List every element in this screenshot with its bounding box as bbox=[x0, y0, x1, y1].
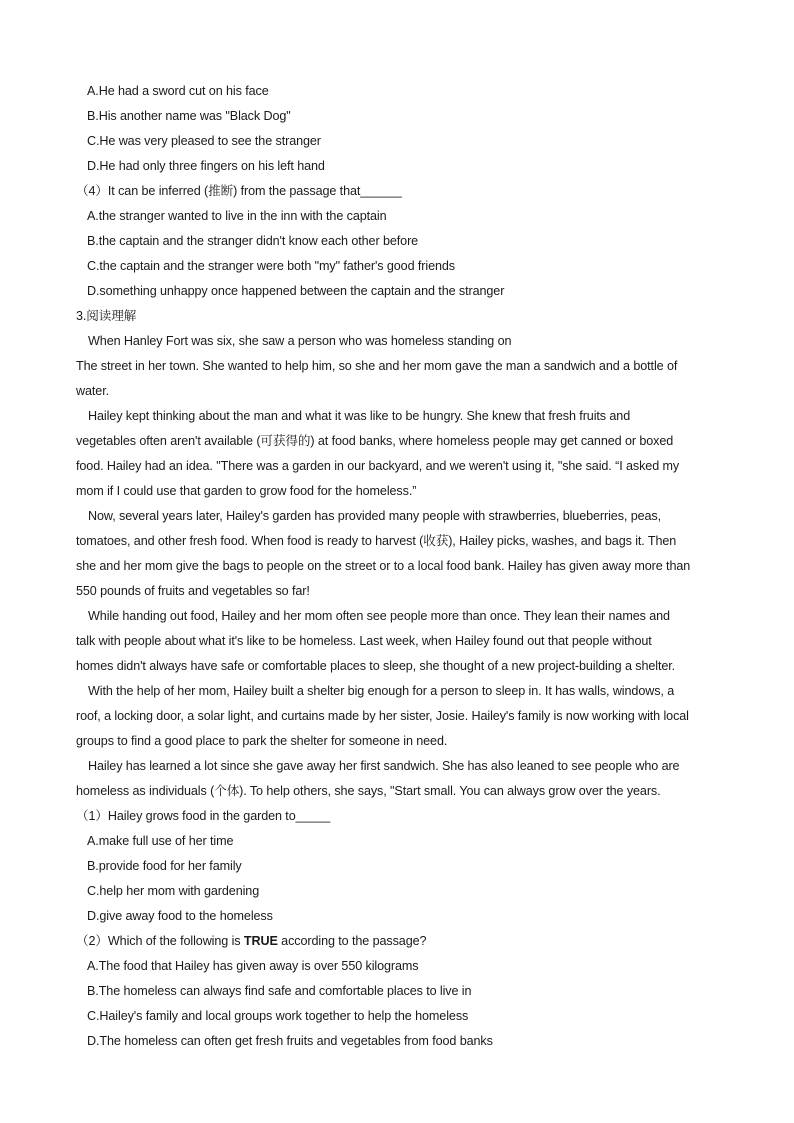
passage-line: water. bbox=[76, 384, 109, 398]
option-b: B.The homeless can always find safe and comfortable places to live in bbox=[87, 984, 472, 998]
passage-line: she and her mom give the bags to people on the street or to a local food bank. Hailey has given away more than bbox=[76, 559, 691, 573]
passage-line: roof, a locking door, a solar light, and curtains made by her sister, Josie. Hailey's family is now working with local bbox=[76, 709, 689, 723]
question-2-emphasis: TRUE bbox=[243, 934, 278, 948]
option-d: D.something unhappy once happened between the captain and the stranger bbox=[87, 284, 505, 298]
option-c: C.the captain and the stranger were both "my" father's good friends bbox=[87, 259, 455, 273]
question-2-prompt-end: according to the passage? bbox=[277, 934, 427, 948]
passage-line: 550 pounds of fruits and vegetables so far! bbox=[76, 584, 310, 598]
passage-paragraph-2 bbox=[76, 404, 716, 504]
question-1-prompt: （1）Hailey grows food in the garden to_____ bbox=[76, 809, 331, 823]
passage-line: Now, several years later, Hailey's garden has provided many people with strawberries, blueberries, peas, bbox=[88, 509, 662, 523]
reading-passage bbox=[76, 329, 716, 804]
question-2-prompt-start: （2）Which of the following is bbox=[76, 934, 244, 948]
option-d: D.give away food to the homeless bbox=[87, 909, 273, 923]
passage-line: Hailey has learned a lot since she gave away her first sandwich. She has also leaned to see people who are bbox=[88, 759, 680, 773]
passage-line: With the help of her mom, Hailey built a shelter big enough for a person to sleep in. It has walls, windows, a bbox=[88, 684, 675, 698]
passage-line: groups to find a good place to park the shelter for someone in need. bbox=[76, 734, 448, 748]
passage-paragraph-4 bbox=[76, 604, 716, 679]
passage-paragraph-3 bbox=[76, 504, 716, 604]
passage-line: talk with people about what it's like to be homeless. Last week, when Hailey found out that people without bbox=[76, 634, 652, 648]
passage-line: vegetables often aren't available (可获得的) at food banks, where homeless people may get canned or boxed bbox=[76, 434, 674, 448]
question-4-prompt: （4）It can be inferred (推断) from the passage that______ bbox=[76, 184, 402, 198]
question-2-prompt bbox=[76, 929, 716, 954]
passage-line: food. Hailey had an idea. "There was a garden in our backyard, and we weren't using it, "she said. “I asked my bbox=[76, 459, 680, 473]
option-c: C.help her mom with gardening bbox=[87, 884, 260, 898]
passage-line: When Hanley Fort was six, she saw a person who was homeless standing on bbox=[88, 334, 512, 348]
option-b: B.the captain and the stranger didn't know each other before bbox=[87, 234, 419, 248]
option-d: D.He had only three fingers on his left hand bbox=[87, 159, 325, 173]
section-title: 3.阅读理解 bbox=[76, 309, 137, 323]
option-a: A.The food that Hailey has given away is over 550 kilograms bbox=[87, 959, 419, 973]
passage-line: Hailey kept thinking about the man and what it was like to be hungry. She knew that fresh fruits and bbox=[88, 409, 631, 423]
option-a: A.He had a sword cut on his face bbox=[87, 84, 269, 98]
passage-paragraph-6 bbox=[76, 754, 716, 804]
passage-paragraph-5 bbox=[76, 679, 716, 754]
passage-line: tomatoes, and other fresh food. When food is ready to harvest (收获), Hailey picks, washes, and bags it. Then bbox=[76, 534, 677, 548]
passage-line: homes didn't always have safe or comfortable places to sleep, she thought of a new project-building a shelter. bbox=[76, 659, 676, 673]
document-content bbox=[76, 79, 716, 1054]
option-a: A.make full use of her time bbox=[87, 834, 234, 848]
passage-line: While handing out food, Hailey and her mom often see people more than once. They lean their names and bbox=[88, 609, 670, 623]
option-b: B.provide food for her family bbox=[87, 859, 242, 873]
passage-paragraph-1 bbox=[76, 329, 716, 404]
option-d: D.The homeless can often get fresh fruits and vegetables from food banks bbox=[87, 1034, 493, 1048]
option-b: B.His another name was "Black Dog" bbox=[87, 109, 291, 123]
option-a: A.the stranger wanted to live in the inn with the captain bbox=[87, 209, 387, 223]
passage-line: mom if I could use that garden to grow food for the homeless.” bbox=[76, 484, 417, 498]
option-c: C.He was very pleased to see the stranger bbox=[87, 134, 321, 148]
passage-line: The street in her town. She wanted to help him, so she and her mom gave the man a sandwich and a bottle of bbox=[76, 359, 678, 373]
option-c: C.Hailey's family and local groups work together to help the homeless bbox=[87, 1009, 469, 1023]
passage-line: homeless as individuals (个体). To help others, she says, "Start small. You can always grow over the years. bbox=[76, 784, 661, 798]
